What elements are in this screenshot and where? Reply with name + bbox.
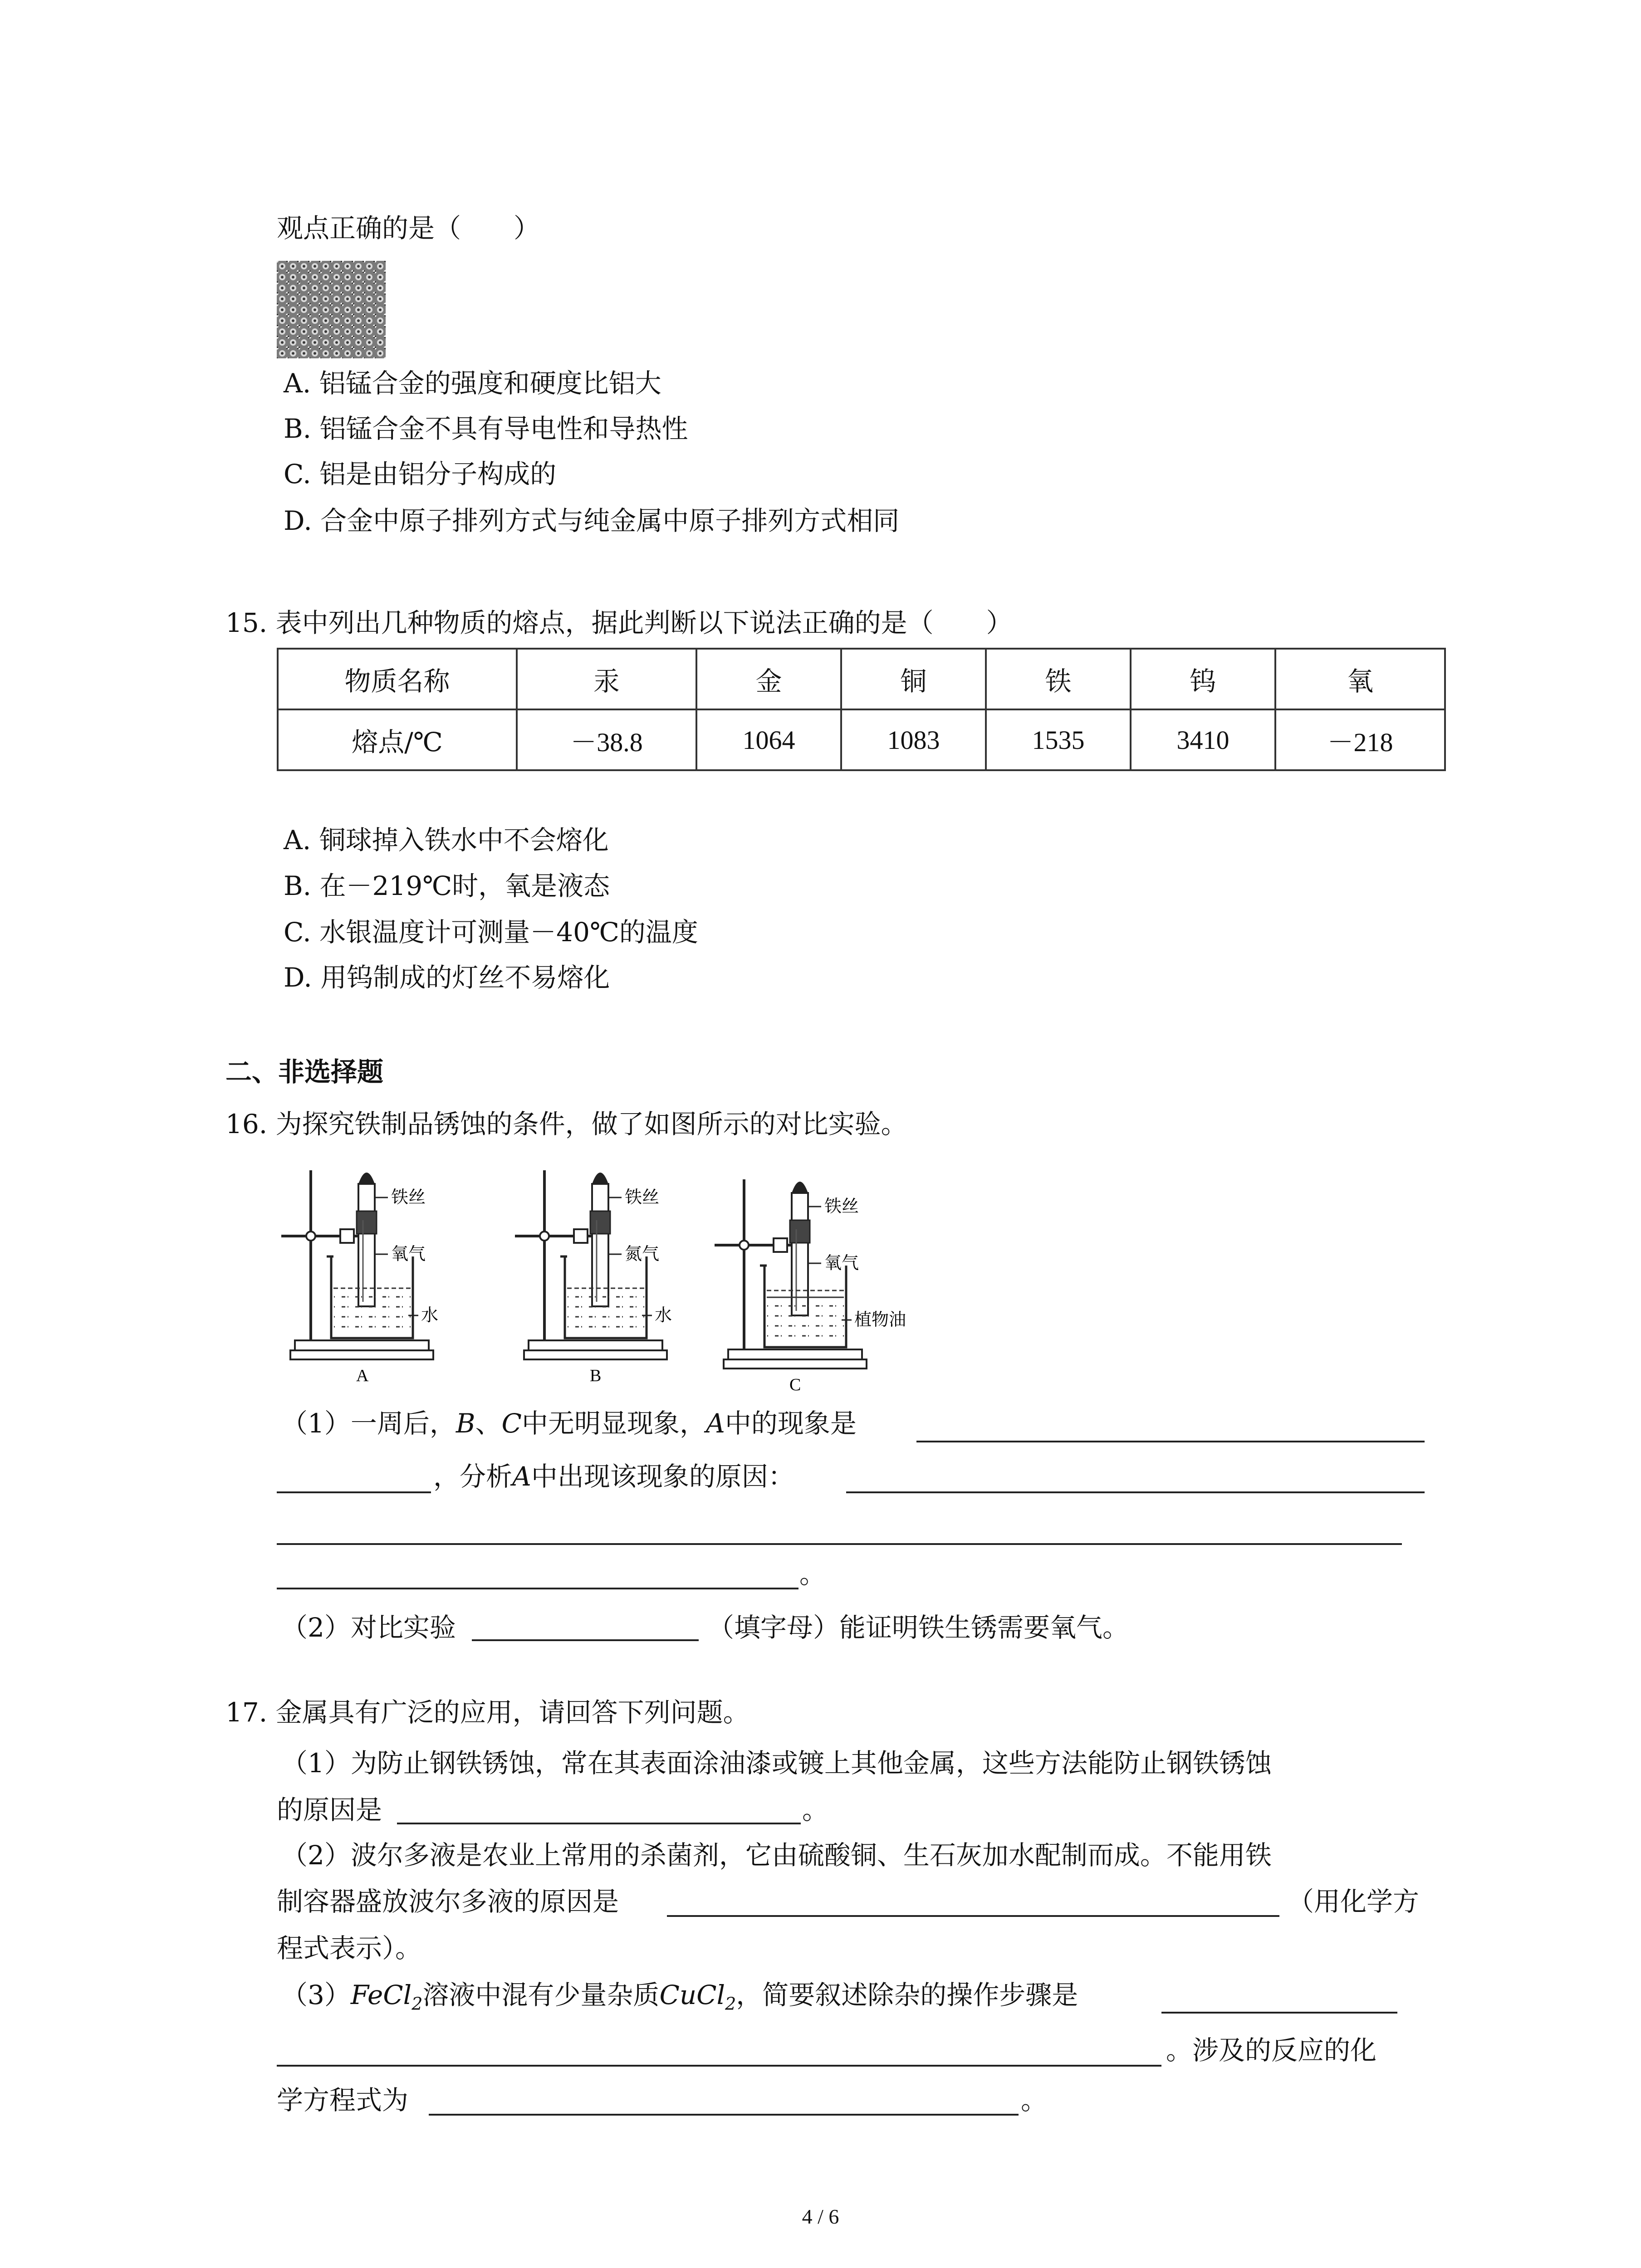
q16-part1-line2 — [433, 1458, 794, 1495]
apparatus-label: 水 — [421, 1305, 439, 1325]
apparatus-label: 氮气 — [625, 1244, 660, 1264]
table-cell: 3410 — [1131, 709, 1275, 770]
answer-blank[interactable] — [277, 2065, 1161, 2067]
table-cell: －38.8 — [517, 709, 696, 770]
q17-stem: 17. 金属具有广泛的应用，请回答下列问题。 — [225, 1697, 749, 1728]
table-cell: 熔点/℃ — [278, 709, 517, 770]
q17-part3-line3: 学方程式为 — [277, 2085, 409, 2116]
answer-blank[interactable] — [916, 1441, 1425, 1442]
table-cell: 1535 — [986, 709, 1131, 770]
table-cell: 物质名称 — [278, 649, 517, 709]
text: 中的现象是 — [725, 1408, 857, 1439]
q17-part1-line1: （1）为防止钢铁锈蚀，常在其表面涂油漆或镀上其他金属，这些方法能防止钢铁锈蚀 — [281, 1748, 1272, 1779]
q15-option-b: B. 在－219℃时，氧是液态 — [284, 870, 610, 901]
table-cell: 铁 — [986, 649, 1131, 709]
apparatus-label: 铁丝 — [625, 1187, 660, 1207]
answer-blank[interactable] — [429, 2114, 1019, 2116]
rust-experiment-figure — [272, 1152, 953, 1406]
text: ，分析 — [433, 1461, 513, 1492]
text: 中无明显现象， — [521, 1408, 706, 1439]
q14-stem-tail: 观点正确的是（ ） — [277, 213, 540, 244]
q17-part3-line1 — [281, 1977, 1078, 2022]
table-cell: 钨 — [1131, 649, 1275, 709]
q17-part3-line2: 。涉及的反应的化 — [1166, 2035, 1377, 2066]
apparatus-label: 植物油 — [854, 1310, 906, 1330]
alloy-microstructure-image — [277, 261, 386, 358]
q17-part1-line2: 的原因是 — [277, 1794, 382, 1825]
answer-blank[interactable] — [277, 1491, 431, 1493]
q14-option-d: D. 合金中原子排列方式与纯金属中原子排列方式相同 — [284, 505, 900, 536]
apparatus-label: 氧气 — [391, 1244, 426, 1264]
formula — [659, 1980, 736, 2014]
table-cell: 氧 — [1275, 649, 1445, 709]
melting-point-table — [277, 648, 1446, 771]
answer-blank[interactable] — [397, 1823, 801, 1824]
q17-part2-line1: （2）波尔多液是农业上常用的杀菌剂，它由硫酸铜、生石灰加水配制而成。不能用铁 — [281, 1840, 1272, 1871]
text: 中出现该现象的原因： — [531, 1461, 794, 1492]
q17-part3-end: 。 — [1021, 2085, 1048, 2116]
table-cell: －218 — [1275, 709, 1445, 770]
answer-blank[interactable] — [667, 1915, 1279, 1917]
table-cell: 金 — [696, 649, 841, 709]
q17-part1-end: 。 — [802, 1794, 829, 1825]
q14-option-b: B. 铝锰合金不具有导电性和导热性 — [284, 413, 688, 444]
page-number: 4 / 6 — [802, 2205, 839, 2228]
apparatus-letter: B — [590, 1366, 602, 1385]
table-cell: 铜 — [841, 649, 986, 709]
answer-blank[interactable] — [1161, 2012, 1397, 2014]
apparatus-letter: A — [356, 1366, 369, 1385]
q16-part1-line1 — [281, 1405, 857, 1442]
table-cell: 1083 — [841, 709, 986, 770]
answer-blank[interactable] — [472, 1639, 699, 1641]
apparatus-letter: C — [789, 1375, 801, 1394]
formula — [350, 1980, 423, 2014]
q17-part2-line2-a: 制容器盛放波尔多液的原因是 — [277, 1886, 619, 1917]
table-cell: 1064 — [696, 709, 841, 770]
apparatus-label: 铁丝 — [824, 1196, 859, 1216]
text: 、 — [475, 1408, 502, 1439]
q16-part2-b: （填字母）能证明铁生锈需要氧气。 — [708, 1612, 1129, 1643]
q15-option-c: C. 水银温度计可测量－40℃的温度 — [284, 917, 698, 948]
apparatus-label: 铁丝 — [391, 1187, 426, 1207]
answer-blank[interactable] — [277, 1543, 1402, 1545]
text: ，简要叙述除杂的操作步骤是 — [736, 1980, 1078, 2010]
apparatus-b — [515, 1170, 672, 1385]
q17-part2-line2-b: （用化学方 — [1288, 1886, 1420, 1917]
formula-subscript: 2 — [411, 1994, 423, 2014]
text: （1）一周后， — [281, 1408, 456, 1439]
text: A — [705, 1408, 725, 1439]
q16-stem: 16. 为探究铁制品锈蚀的条件，做了如图所示的对比实验。 — [225, 1109, 907, 1139]
formula-base: CuCl — [659, 1980, 725, 2010]
section-title: 二、非选择题 — [225, 1056, 384, 1087]
q14-option-a: A. 铝锰合金的强度和硬度比铝大 — [284, 368, 661, 399]
q17-part2-line3: 程式表示）。 — [277, 1933, 422, 1964]
apparatus-label: 氧气 — [824, 1253, 859, 1273]
formula-subscript: 2 — [725, 1994, 736, 2014]
formula-base: FeCl — [350, 1980, 412, 2010]
answer-blank[interactable] — [277, 1588, 798, 1589]
table-row — [278, 709, 1445, 770]
q15-stem: 15. 表中列出几种物质的熔点，据此判断以下说法正确的是（ ） — [225, 607, 1013, 638]
text: B — [456, 1408, 475, 1439]
apparatus-label: 水 — [655, 1305, 672, 1325]
text: 溶液中混有少量杂质 — [422, 1980, 660, 2010]
text: A — [512, 1461, 531, 1492]
apparatus-a — [281, 1170, 438, 1385]
q14-option-c: C. 铝是由铝分子构成的 — [284, 459, 557, 489]
q16-part2-a: （2）对比实验 — [281, 1612, 456, 1643]
q15-option-d: D. 用钨制成的灯丝不易熔化 — [284, 962, 610, 993]
answer-blank[interactable] — [846, 1491, 1425, 1493]
table-header-row — [278, 649, 1445, 709]
q16-part1-end: 。 — [799, 1559, 826, 1589]
q15-option-a: A. 铜球掉入铁水中不会熔化 — [284, 825, 609, 855]
table-cell: 汞 — [517, 649, 696, 709]
text: （3） — [281, 1980, 351, 2010]
text: C — [501, 1408, 522, 1439]
apparatus-c — [715, 1179, 906, 1394]
